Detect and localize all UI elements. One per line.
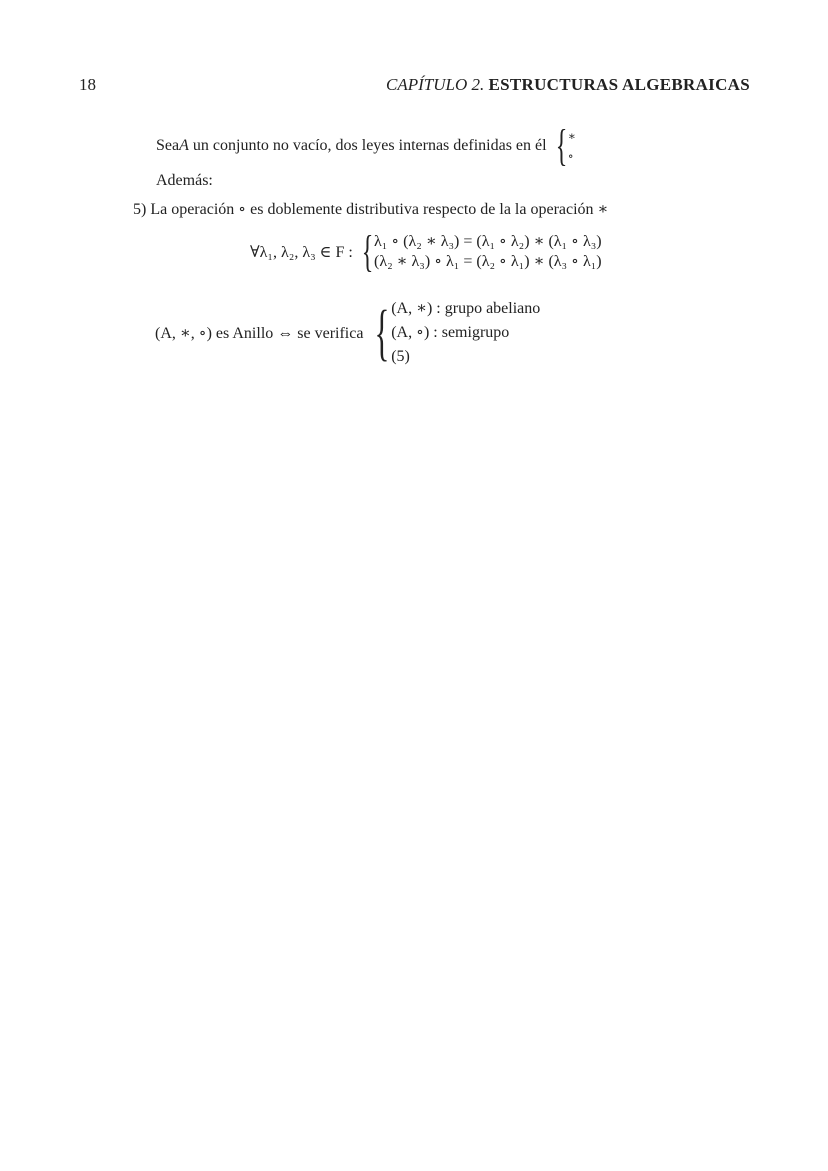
item-5-label: 5)	[133, 201, 147, 218]
op-circle: ∘	[567, 149, 574, 163]
item-5-text: La operación ∘ es doblemente distributiva respecto de la la operación ∗	[150, 201, 609, 218]
ring-conditions	[391, 297, 540, 369]
condition-semigroup: (A, ∘) : semigrupo	[391, 324, 510, 341]
distributive-equations	[250, 227, 602, 276]
left-brace: {	[361, 227, 374, 276]
ademas-label: Además:	[156, 172, 213, 189]
condition-abelian-group: (A, ∗) : grupo abeliano	[391, 300, 541, 317]
left-brace: {	[374, 299, 390, 367]
equation-left-distributive: λ₁ ∘ (λ₂ ∗ λ₃) = (λ₁ ∘ λ₂) ∗ (λ₁ ∘ λ₃)	[373, 233, 602, 250]
chapter-label: CAPÍTULO 2.	[386, 75, 485, 94]
left-brace: {	[555, 121, 567, 170]
running-header	[386, 75, 750, 95]
forall-prefix: ∀λ₁, λ₂, λ₃ ∈ F :	[250, 244, 353, 261]
equation-stack	[374, 232, 602, 272]
ring-definition	[155, 297, 540, 369]
page-number: 18	[79, 75, 96, 94]
item-5	[133, 199, 608, 219]
equation-right-distributive: (λ₂ ∗ λ₃) ∘ λ₁ = (λ₂ ∘ λ₁) ∗ (λ₃ ∘ λ₁)	[373, 253, 602, 270]
intro-text-pre: Sea	[156, 137, 180, 154]
intro-var: A	[179, 137, 189, 154]
intro-text-post: un conjunto no vacío, dos leyes internas definidas en él	[192, 137, 547, 154]
ring-lhs: (A, ∗, ∘) es Anillo ⇔ se verifica	[155, 325, 364, 342]
op-star: ∗	[567, 129, 576, 143]
chapter-title: ESTRUCTURAS ALGEBRAICAS	[488, 75, 750, 94]
operation-list	[568, 126, 576, 166]
intro-sentence	[156, 121, 576, 170]
condition-distributive: (5)	[391, 348, 410, 365]
